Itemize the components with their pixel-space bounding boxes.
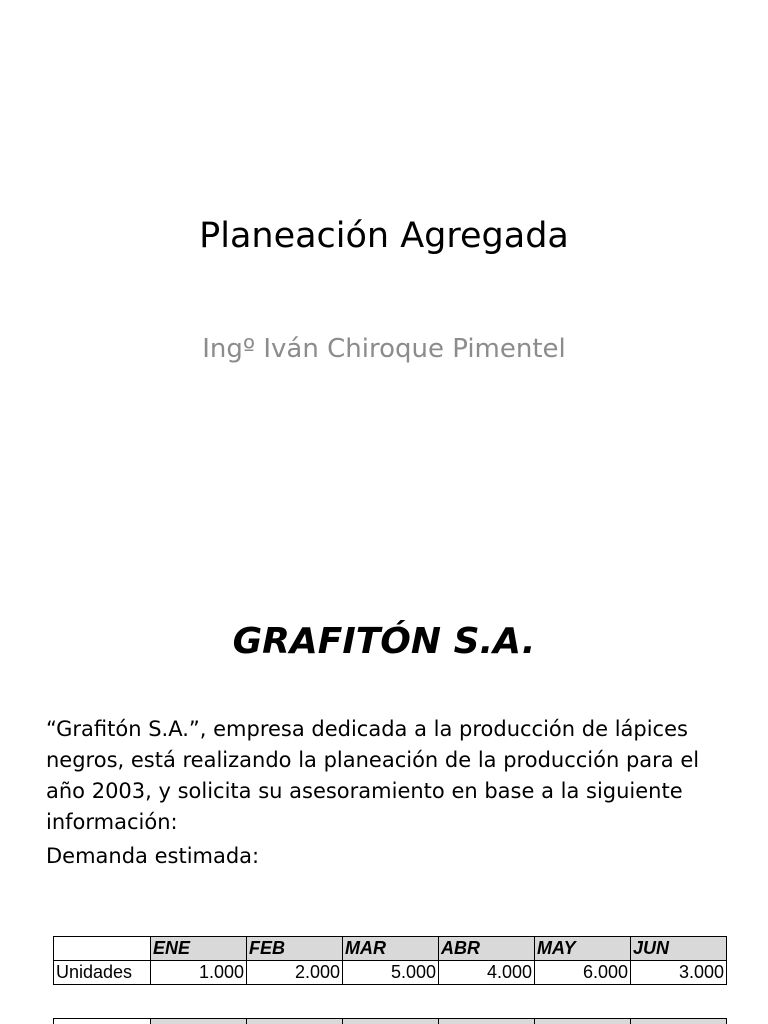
demand-value: 4.000 xyxy=(439,961,535,985)
content-slide xyxy=(0,576,768,1024)
month-header: MAR xyxy=(343,937,439,961)
demand-value: 5.000 xyxy=(343,961,439,985)
demand-value: 2.000 xyxy=(247,961,343,985)
table-corner-cell xyxy=(54,937,151,961)
demand-label: Demanda estimada: xyxy=(46,844,260,868)
month-header-cropped xyxy=(247,1019,343,1024)
slide-title: Planeación Agregada xyxy=(199,216,569,256)
company-heading: GRAFITÓN S.A. xyxy=(232,621,536,662)
row-label: Unidades xyxy=(54,961,151,985)
demand-value: 6.000 xyxy=(535,961,631,985)
demand-value: 1.000 xyxy=(151,961,247,985)
table-row xyxy=(54,961,727,985)
month-header: ABR xyxy=(439,937,535,961)
intro-paragraph: “Grafitón S.A.”, empresa dedicada a la producción de lápices negros, está realizando la planeación de la producción para el año 2003, y solicita su asesoramiento en base a la siguiente información: xyxy=(46,717,700,834)
slide-body xyxy=(46,714,726,872)
month-header: MAY xyxy=(535,937,631,961)
demand-value: 3.000 xyxy=(631,961,727,985)
slide-subtitle: Ingº Iván Chiroque Pimentel xyxy=(202,334,566,364)
table-header-row xyxy=(54,1019,727,1024)
month-header-cropped xyxy=(535,1019,631,1024)
month-header-cropped xyxy=(343,1019,439,1024)
month-header: FEB xyxy=(247,937,343,961)
demand-table-second-half xyxy=(53,1018,727,1024)
table-header-row xyxy=(54,937,727,961)
month-header-cropped xyxy=(151,1019,247,1024)
month-header: JUN xyxy=(631,937,727,961)
table-corner-cell xyxy=(54,1019,151,1024)
demand-table-first-half xyxy=(53,936,727,985)
month-header-cropped xyxy=(439,1019,535,1024)
month-header-cropped xyxy=(631,1019,727,1024)
month-header: ENE xyxy=(151,937,247,961)
